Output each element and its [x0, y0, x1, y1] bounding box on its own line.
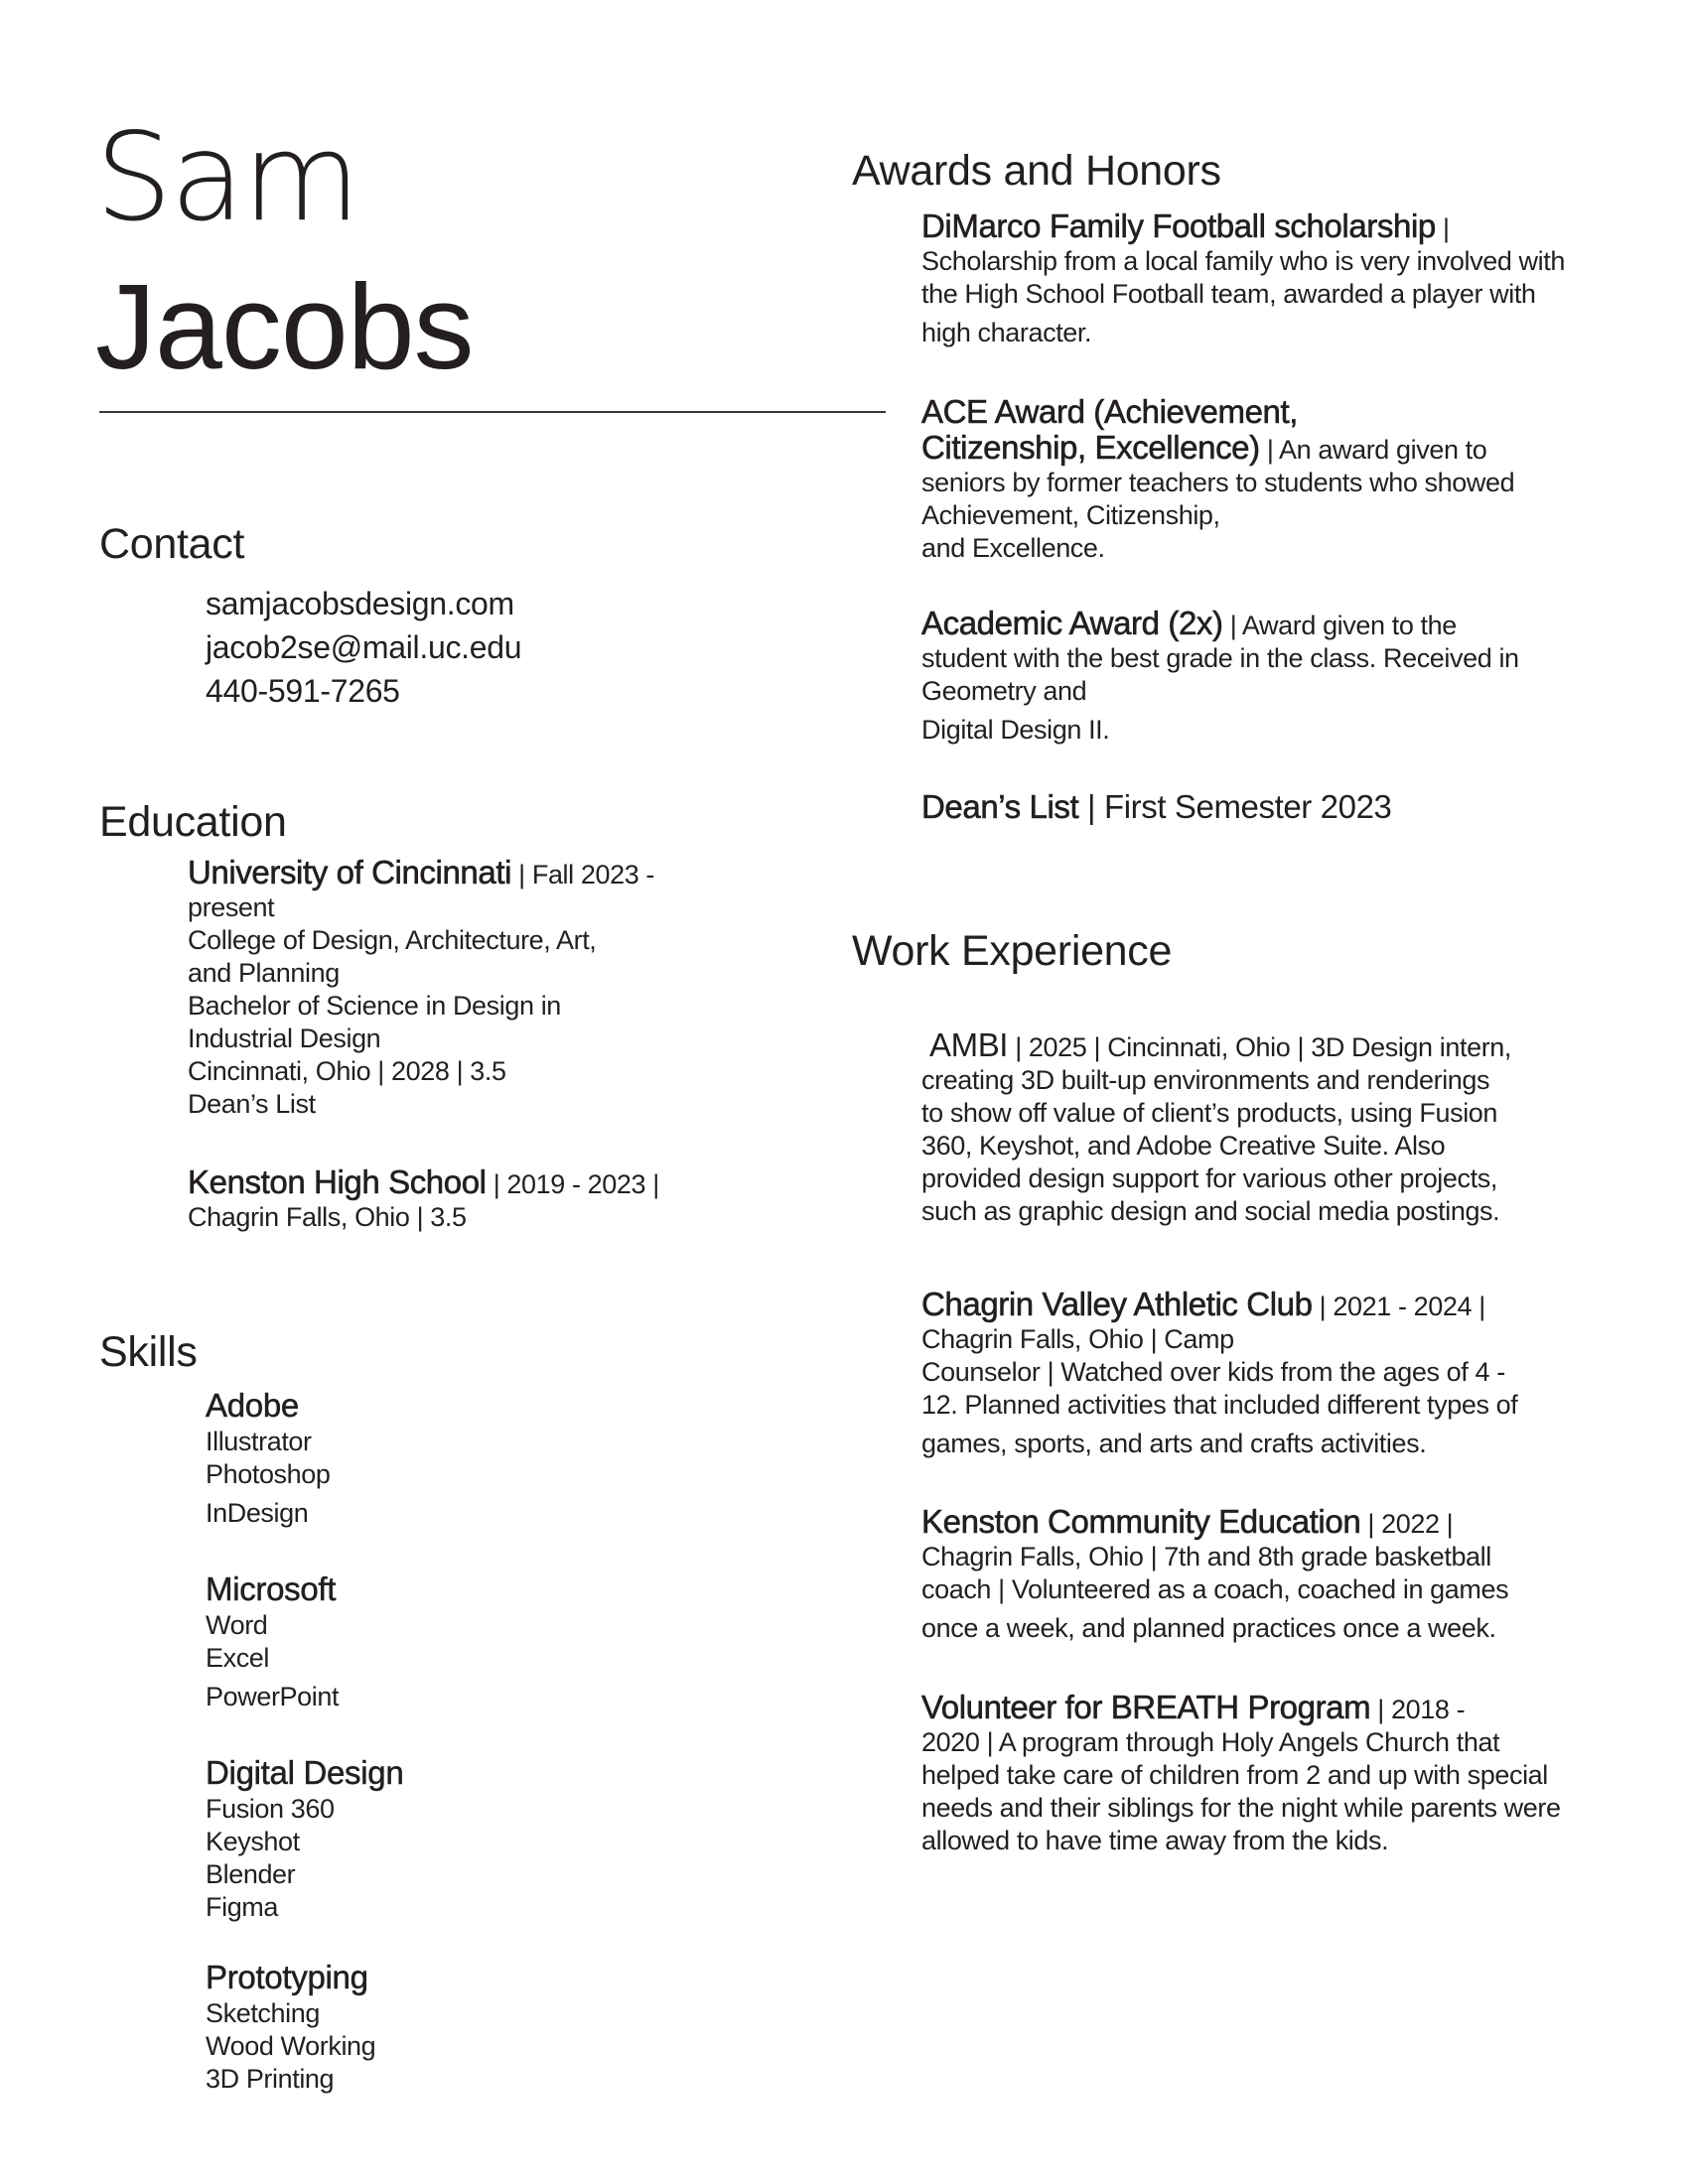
skill-item: Photoshop [206, 1459, 331, 1489]
last-name: Jacobs [95, 259, 474, 394]
skill-group-title: Microsoft [206, 1570, 337, 1607]
first-name: Sam [95, 107, 359, 248]
skill-group-adobe [206, 1386, 331, 1530]
contact-block [206, 582, 521, 713]
contact-website[interactable]: samjacobsdesign.com [206, 586, 514, 621]
skill-item: Wood Working [206, 2031, 376, 2061]
work-company: Kenston Community Education [921, 1503, 1361, 1540]
award-name: DiMarco Family Football scholarship [921, 207, 1436, 244]
work-company: Volunteer for BREATH Program [921, 1689, 1371, 1725]
work-entry-ambi: AMBI | 2025 | Cincinnati, Ohio | 3D Design intern, creating 3D built-up environments and renderings to show off value of client’s products, using Fusion 360, Keyshot, and Adobe Creative Suite. Also provided design support for various other projects, such as graphic design and social media postings. [921, 1026, 1512, 1226]
skill-item: Fusion 360 [206, 1794, 335, 1824]
skill-item: PowerPoint [206, 1682, 340, 1711]
skill-item: 3D Printing [206, 2064, 335, 2094]
skill-item: Blender [206, 1859, 296, 1889]
awards-heading: Awards and Honors [852, 147, 1221, 195]
education-school-name: University of Cincinnati [188, 854, 512, 890]
education-entry-kenston: Kenston High School | 2019 - 2023 | Chagrin Falls, Ohio | 3.5 [188, 1163, 659, 1232]
skills-heading: Skills [99, 1328, 198, 1376]
award-entry-dimarco: DiMarco Family Football scholarship | Scholarship from a local family who is very involved with the High School Football team, awarded a player with high character. [921, 207, 1565, 347]
work-entry-cvac: Chagrin Valley Athletic Club | 2021 - 2024 | Chagrin Falls, Ohio | Camp Counselor | Watched over kids from the ages of 4 - 12. Planned activities that included different types of games, sports, and arts and crafts activities. [921, 1286, 1518, 1458]
award-entry-deans-list: Dean’s List | First Semester 2023 [921, 788, 1392, 825]
skill-item: Illustrator [206, 1427, 312, 1456]
award-name: Academic Award (2x) [921, 605, 1223, 641]
award-name: Dean’s List [921, 788, 1079, 825]
skill-group-prototyping [206, 1958, 375, 2096]
skill-item: InDesign [206, 1498, 309, 1528]
award-entry-academic: Academic Award (2x) | Award given to the student with the best grade in the class. Received in Geometry and Digital Design II. [921, 605, 1519, 745]
skill-item: Sketching [206, 1998, 320, 2028]
education-heading: Education [99, 798, 287, 846]
work-heading: Work Experience [852, 927, 1173, 975]
education-entry-uc: University of Cincinnati | Fall 2023 - present College of Design, Architecture, Art, and Planning Bachelor of Science in Design in Industrial Design Cincinnati, Ohio | 2028 | 3.5 Dean’s List [188, 854, 655, 1119]
award-name-cont: Citizenship, Excellence) [921, 429, 1260, 466]
skill-group-title: Prototyping [206, 1959, 368, 1995]
contact-heading: Contact [99, 520, 245, 568]
skill-item: Word [206, 1610, 268, 1640]
skill-group-microsoft [206, 1570, 339, 1713]
work-entry-breath: Volunteer for BREATH Program | 2018 - 2020 | A program through Holy Angels Church that helped take care of children from 2 and up with special needs and their siblings for the night while parents were allowed to have time away from the kids. [921, 1689, 1561, 1855]
skill-group-digital-design [206, 1753, 403, 1924]
skill-item: Keyshot [206, 1827, 300, 1856]
award-entry-ace: ACE Award (Achievement, Citizenship, Excellence) | An award given to seniors by former teachers to students who showed Achievement, Citizenship, and Excellence. [921, 393, 1515, 563]
work-company: AMBI [929, 1026, 1009, 1063]
work-company: Chagrin Valley Athletic Club [921, 1286, 1313, 1322]
header-divider [99, 411, 886, 413]
award-name: ACE Award (Achievement, [921, 393, 1299, 430]
skill-group-title: Adobe [206, 1387, 299, 1424]
contact-email[interactable]: jacob2se@mail.uc.edu [206, 629, 522, 665]
education-school-name: Kenston High School [188, 1163, 487, 1200]
skill-item: Excel [206, 1643, 270, 1673]
skill-item: Figma [206, 1892, 279, 1922]
contact-phone[interactable]: 440-591-7265 [206, 673, 400, 709]
work-entry-kenston-community: Kenston Community Education | 2022 | Chagrin Falls, Ohio | 7th and 8th grade basketball coach | Volunteered as a coach, coached in games once a week, and planned practices once a week. [921, 1503, 1509, 1643]
skill-group-title: Digital Design [206, 1754, 404, 1791]
